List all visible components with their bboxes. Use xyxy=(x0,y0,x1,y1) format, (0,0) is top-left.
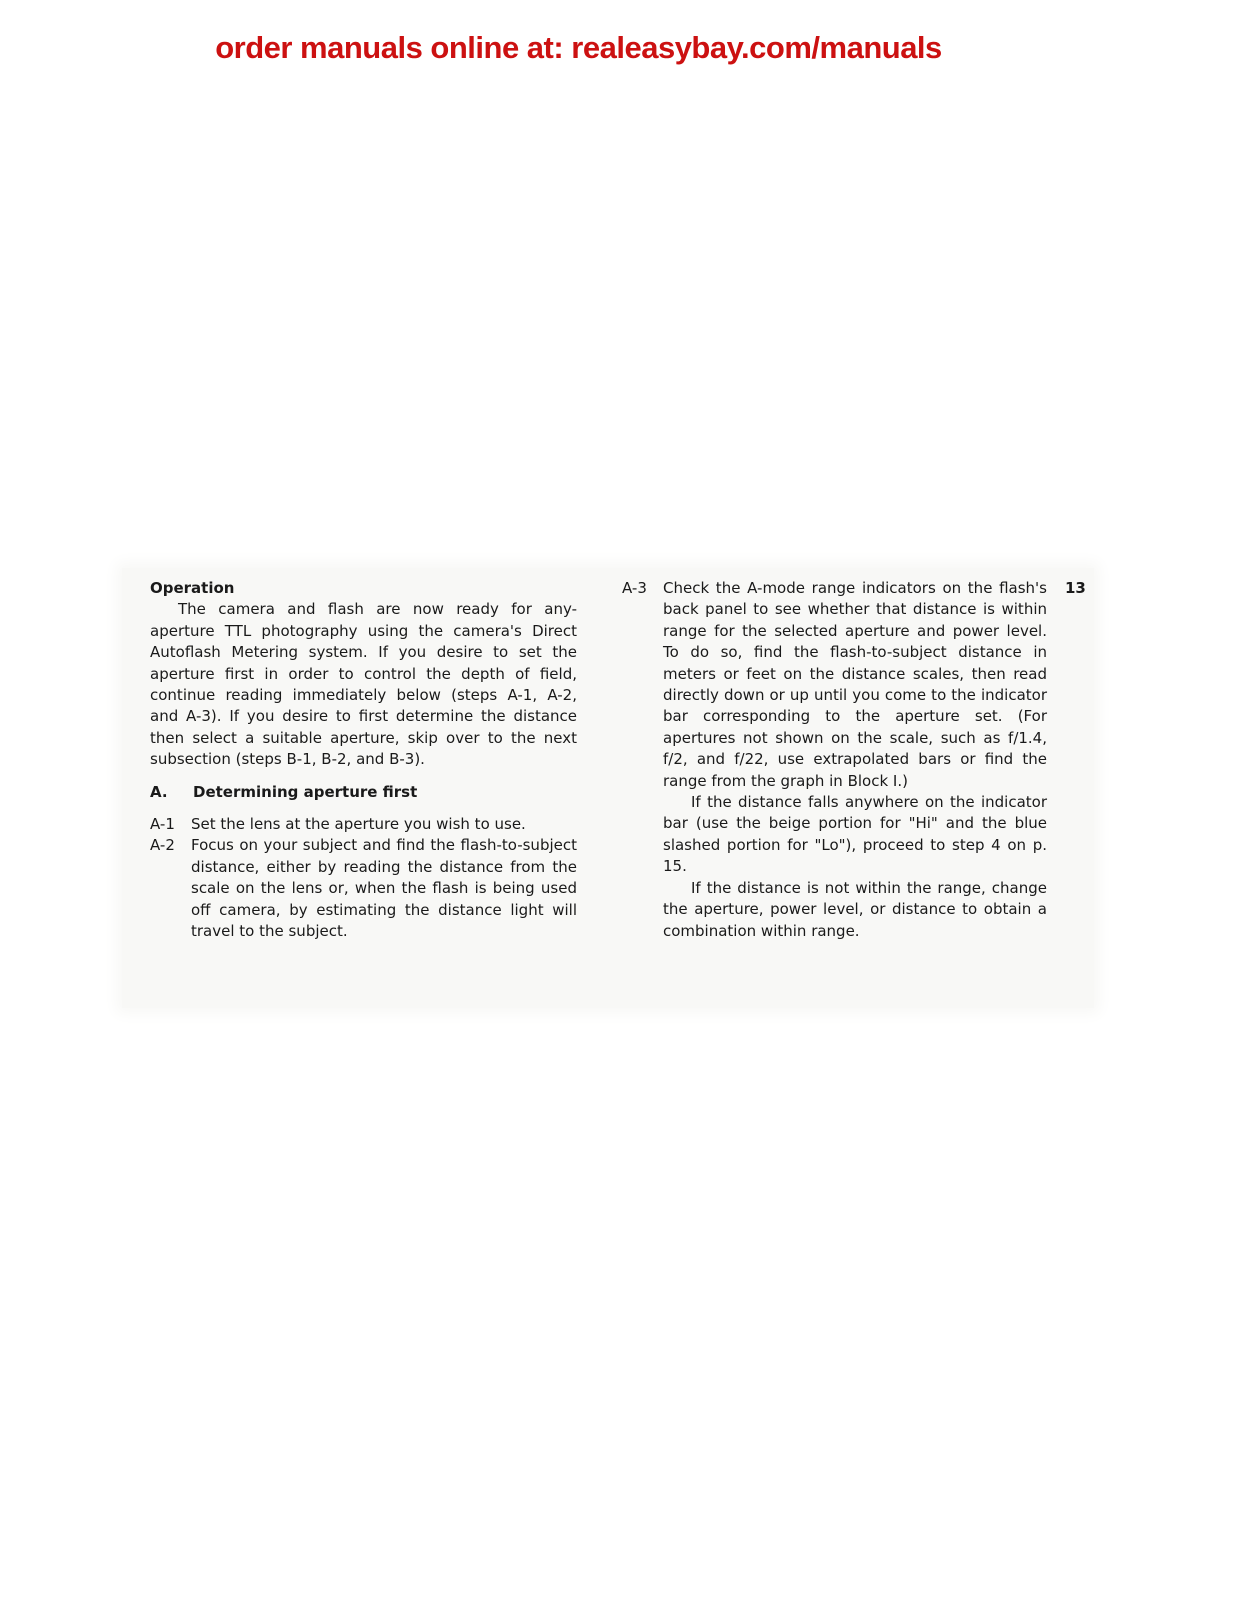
step-a2 xyxy=(150,835,577,942)
step-label: A-2 xyxy=(150,836,175,855)
intro-paragraph: The camera and flash are now ready for any-aperture TTL photography using the camera's Direct Autoflash Metering system. If you desire to set the aperture first in order to control the depth of field, continue reading immediately below (steps A-1, A-2, and A-3). If you desire to first determine the distance then select a suitable aperture, skip over to the next subsection (steps B-1, B-2, and B-3). xyxy=(150,600,577,769)
operation-heading: Operation xyxy=(150,579,235,597)
left-column xyxy=(150,578,577,943)
step-text: Focus on your subject and find the flash-to-subject distance, either by reading the distance from the scale on the lens or, when the flash is being used off camera, by estimating the distance light will travel to the subject. xyxy=(191,836,577,941)
step-a1 xyxy=(150,814,577,835)
order-manuals-banner: order manuals online at: realeasybay.com/manuals xyxy=(215,30,942,65)
step-label: A-3 xyxy=(622,579,647,597)
step-a3 xyxy=(622,578,1047,792)
out-of-range-paragraph: If the distance is not within the range, change the aperture, power level, or distance to obtain a combination within range. xyxy=(663,878,1047,940)
section-heading xyxy=(150,782,577,803)
section-label: A. xyxy=(150,782,168,801)
section-title: Determining aperture first xyxy=(193,782,418,801)
step-text: Check the A-mode range indicators on the flash's back panel to see whether that distance is within range for the selected aperture and power level. To do so, find the flash-to-subject distance in meters or feet on the distance scales, then read directly down or up until you come to the indicator bar corresponding to the aperture set. (For apertures not shown on the scale, such as f/1.4, f/2, and f/22, use extrapolated bars or find the range from the graph in Block I.) xyxy=(663,579,1047,790)
step-text: Set the lens at the aperture you wish to use. xyxy=(191,815,526,834)
page-number: 13 xyxy=(1065,579,1086,597)
step-label: A-1 xyxy=(150,815,175,834)
right-column xyxy=(622,578,1047,942)
in-range-paragraph: If the distance falls anywhere on the indicator bar (use the beige portion for "Hi" and the blue slashed portion for "Lo"), proceed to step 4 on p. 15. xyxy=(663,793,1047,876)
